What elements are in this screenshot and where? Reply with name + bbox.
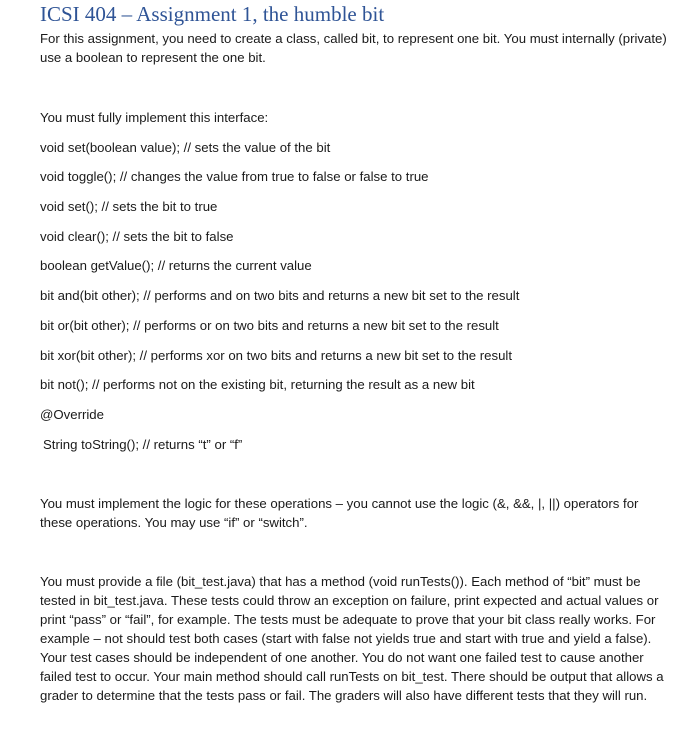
interface-item: void clear(); // sets the bit to false <box>40 228 234 244</box>
interface-list <box>40 138 670 454</box>
page-title: ICSI 404 – Assignment 1, the humble bit <box>40 2 385 26</box>
interface-heading: You must fully implement this interface: <box>40 110 269 125</box>
interface-item: bit xor(bit other); // performs xor on two bits and returns a new bit set to the result <box>40 347 513 363</box>
interface-item: @Override <box>40 406 104 422</box>
interface-item: void set(boolean value); // sets the value of the bit <box>40 139 331 155</box>
interface-item: bit not(); // performs not on the existing bit, returning the result as a new bit <box>40 377 475 393</box>
tests-paragraph: You must provide a file (bit_test.java) that has a method (void runTests()). Each method of “bit” must be tested in bit_test.java. These tests could throw an exception on failure, print expected and actual values or print “pass” or “fail”, for example. The tests must be adequate to prove that your bit class really works. For example – not should test both cases (start with false not yields true and start with true and yield a false). Your test cases should be independent of one another. You do not want one failed test to cause another failed test to occur. Your main method should call runTests on bit_test. There should be output that allows a grader to determine that the tests pass or fail. The graders will also have different tests that they will run. <box>40 573 664 703</box>
interface-item: bit or(bit other); // performs or on two bits and returns a new bit set to the result <box>40 317 499 333</box>
interface-item: void set(); // sets the bit to true <box>40 199 218 215</box>
intro-paragraph: For this assignment, you need to create a class, called bit, to represent one bit. You must internally (private) use a boolean to represent the one bit. <box>40 31 667 65</box>
interface-item: void toggle(); // changes the value from true to false or false to true <box>40 169 429 185</box>
interface-item: bit and(bit other); // performs and on two bits and returns a new bit set to the result <box>40 288 520 304</box>
logic-paragraph: You must implement the logic for these operations – you cannot use the logic (&, &&, |, ||) operators for these operations. You may use “if” or “switch”. <box>40 495 639 530</box>
interface-item: String toString(); // returns “t” or “f” <box>43 436 243 452</box>
document-page <box>40 0 670 705</box>
interface-item: boolean getValue(); // returns the current value <box>40 258 312 274</box>
